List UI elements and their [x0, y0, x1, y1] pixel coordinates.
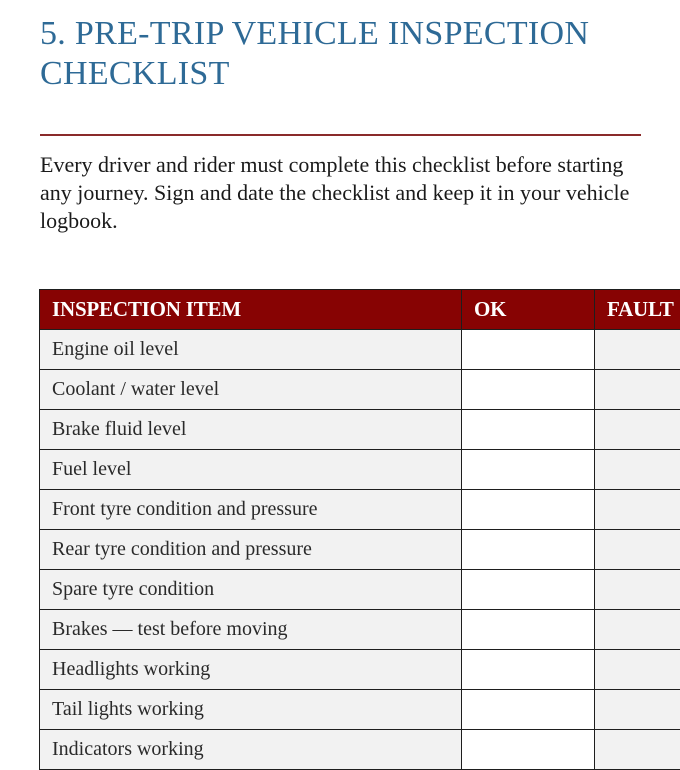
table-row [40, 570, 680, 610]
table-row [40, 410, 680, 450]
inspection-item-label: Front tyre condition and pressure [40, 490, 462, 530]
inspection-item-label: Fuel level [40, 450, 462, 490]
ok-checkbox-cell[interactable] [462, 730, 595, 770]
header-inspection-item: INSPECTION ITEM [40, 290, 462, 330]
fault-checkbox-cell[interactable] [595, 570, 680, 610]
table-header-row [40, 290, 680, 330]
inspection-item-label: Indicators working [40, 730, 462, 770]
inspection-item-label: Headlights working [40, 650, 462, 690]
ok-checkbox-cell[interactable] [462, 370, 595, 410]
table-row [40, 490, 680, 530]
table-row [40, 530, 680, 570]
ok-checkbox-cell[interactable] [462, 330, 595, 370]
ok-checkbox-cell[interactable] [462, 650, 595, 690]
inspection-item-label: Brakes — test before moving [40, 610, 462, 650]
inspection-item-label: Spare tyre condition [40, 570, 462, 610]
fault-checkbox-cell[interactable] [595, 730, 680, 770]
table-row [40, 650, 680, 690]
inspection-item-label: Tail lights working [40, 690, 462, 730]
ok-checkbox-cell[interactable] [462, 410, 595, 450]
table-row [40, 690, 680, 730]
fault-checkbox-cell[interactable] [595, 690, 680, 730]
ok-checkbox-cell[interactable] [462, 450, 595, 490]
inspection-item-label: Coolant / water level [40, 370, 462, 410]
intro-paragraph: Every driver and rider must complete this checklist before starting any journey. Sign and date the checklist and keep it in your vehicle logbook. [40, 151, 640, 235]
ok-checkbox-cell[interactable] [462, 570, 595, 610]
fault-checkbox-cell[interactable] [595, 530, 680, 570]
table-row [40, 730, 680, 770]
ok-checkbox-cell[interactable] [462, 530, 595, 570]
fault-checkbox-cell[interactable] [595, 410, 680, 450]
inspection-item-label: Rear tyre condition and pressure [40, 530, 462, 570]
ok-checkbox-cell[interactable] [462, 690, 595, 730]
inspection-item-label: Brake fluid level [40, 410, 462, 450]
fault-checkbox-cell[interactable] [595, 650, 680, 690]
header-fault: FAULT [595, 290, 680, 330]
title-divider [40, 134, 641, 136]
fault-checkbox-cell[interactable] [595, 490, 680, 530]
inspection-item-label: Engine oil level [40, 330, 462, 370]
section-title: 5. PRE-TRIP VEHICLE INSPECTION CHECKLIST [40, 14, 640, 94]
fault-checkbox-cell[interactable] [595, 610, 680, 650]
fault-checkbox-cell[interactable] [595, 370, 680, 410]
ok-checkbox-cell[interactable] [462, 610, 595, 650]
inspection-checklist-table [39, 289, 680, 770]
fault-checkbox-cell[interactable] [595, 330, 680, 370]
header-ok: OK [462, 290, 595, 330]
table-row [40, 370, 680, 410]
fault-checkbox-cell[interactable] [595, 450, 680, 490]
table-row [40, 330, 680, 370]
ok-checkbox-cell[interactable] [462, 490, 595, 530]
table-row [40, 610, 680, 650]
table-row [40, 450, 680, 490]
